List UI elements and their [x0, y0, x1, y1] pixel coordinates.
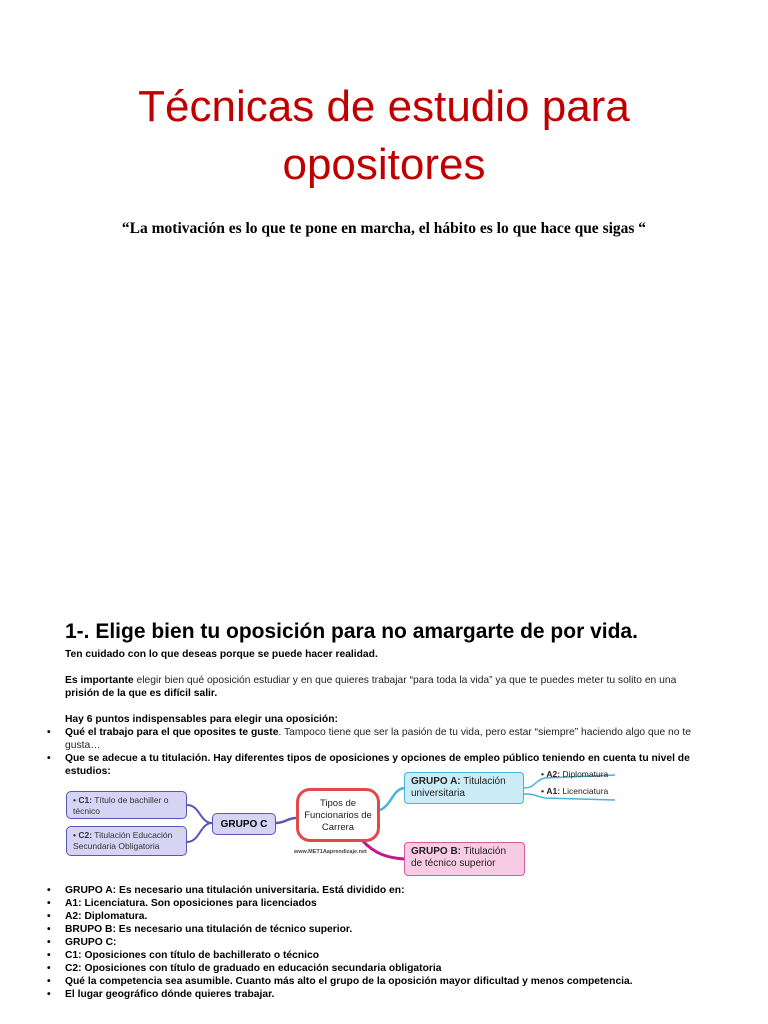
list-item: [47, 988, 747, 1001]
a1-bullet: •: [541, 786, 544, 796]
important-text: elegir bien qué oposición estudiar y en que quieres trabajar “para toda la vida” ya que te puedes meter tu solito en una: [133, 675, 677, 686]
list-item-text: C1: Oposiciones con título de bachillerato o técnico: [65, 950, 320, 961]
bullet-marker: •: [47, 976, 51, 987]
title-line-2: opositores: [282, 140, 486, 189]
center-node: Tipos de Funcionarios de Carrera: [296, 788, 380, 842]
groups-list: [47, 884, 747, 1001]
list-item: [47, 897, 747, 910]
list-item-text: GRUPO C:: [65, 937, 117, 948]
c1-node: [66, 791, 187, 819]
list-item: [47, 923, 747, 936]
list-item-text: El lugar geográfico dónde quieres trabajar.: [65, 989, 275, 1000]
list-item-text: C2: Oposiciones con título de graduado en educación secundaria obligatoria: [65, 963, 442, 974]
bullet-marker: •: [47, 753, 51, 764]
grupo-a-label: GRUPO A:: [411, 776, 461, 787]
grupo-b-label: GRUPO B:: [411, 846, 461, 857]
c1-bullet: •: [73, 795, 76, 805]
list-item: [47, 962, 747, 975]
important-tail: prisión de la que es difícil salir.: [65, 688, 218, 699]
a1-leaf: [541, 786, 608, 796]
grupo-a-text: Titulación universitaria: [411, 776, 506, 799]
list-item: [47, 975, 747, 988]
bullet-marker: •: [47, 989, 51, 1000]
list-item-text: BRUPO B: Es necesario una titulación de técnico superior.: [65, 924, 353, 935]
c2-bullet: •: [73, 830, 76, 840]
mindmap-diagram: [0, 760, 768, 880]
bullet-marker: •: [47, 937, 51, 948]
mindmap-connectors: [0, 760, 768, 880]
bullet-marker: •: [47, 950, 51, 961]
bullet-marker: •: [47, 963, 51, 974]
source-watermark: www.MET1Aaprendizaje.net: [294, 849, 367, 855]
bullet1-bold: Qué el trabajo para el que oposites te guste: [65, 727, 279, 738]
a2-label: A2:: [546, 769, 561, 779]
important-paragraph: [65, 674, 705, 700]
grupo-b-node: [404, 842, 525, 876]
grupo-a-node: [404, 772, 524, 804]
bullet2-text: Que se adecue a tu titulación. Hay diferentes tipos de oposiciones y opciones de empleo público teniendo en cuenta tu nivel de estudios:: [65, 753, 690, 777]
c2-label: C2:: [78, 830, 93, 840]
list-item-text: A2: Diplomatura.: [65, 911, 148, 922]
bullet-marker: •: [47, 898, 51, 909]
important-label: Es importante: [65, 675, 134, 686]
c1-label: C1:: [78, 795, 93, 805]
c2-text: Titulación Educación Secundaria Obligatoria: [73, 830, 173, 851]
bullet-marker: •: [47, 885, 51, 896]
a1-label: A1:: [546, 786, 561, 796]
title-line-1: Técnicas de estudio para: [138, 82, 630, 131]
a1-text: Licenciatura: [560, 786, 609, 796]
list-item: [47, 884, 747, 897]
bullet1-rest: . Tampoco tiene que ser la pasión de tu vida, pero estar “siempre” haciendo algo que no te gusta…: [65, 727, 691, 751]
c1-text: Título de bachiller o técnico: [73, 795, 169, 816]
grupo-b-text: Titulación de técnico superior: [411, 846, 507, 869]
list-item: [47, 910, 747, 923]
a2-bullet: •: [541, 769, 544, 779]
a2-leaf: [541, 769, 608, 779]
motivation-quote: “La motivación es lo que te pone en marcha, el hábito es lo que hace que sigas “: [121, 220, 647, 237]
points-intro: Hay 6 puntos indispensables para elegir una oposición:: [65, 714, 338, 725]
document-title: [0, 78, 768, 194]
list-item-text: Qué la competencia sea asumible. Cuanto más alto el grupo de la oposición mayor dificultad y menos competencia.: [65, 976, 633, 987]
grupo-c-node: GRUPO C: [212, 813, 276, 835]
section-heading: 1-. Elige bien tu oposición para no amargarte de por vida.: [65, 620, 638, 643]
bullet-marker: •: [47, 911, 51, 922]
a2-text: Diplomatura: [560, 769, 609, 779]
bullet-marker: •: [47, 924, 51, 935]
c2-node: [66, 826, 187, 856]
list-item: [47, 949, 747, 962]
bullet-marker: •: [47, 727, 51, 738]
warning-text: Ten cuidado con lo que deseas porque se puede hacer realidad.: [65, 649, 378, 660]
list-item-text: GRUPO A: Es necesario una titulación universitaria. Está dividido en:: [65, 885, 405, 896]
list-item: [47, 936, 747, 949]
list-item: [47, 726, 707, 752]
list-item-text: A1: Licenciatura. Son oposiciones para licenciados: [65, 898, 317, 909]
